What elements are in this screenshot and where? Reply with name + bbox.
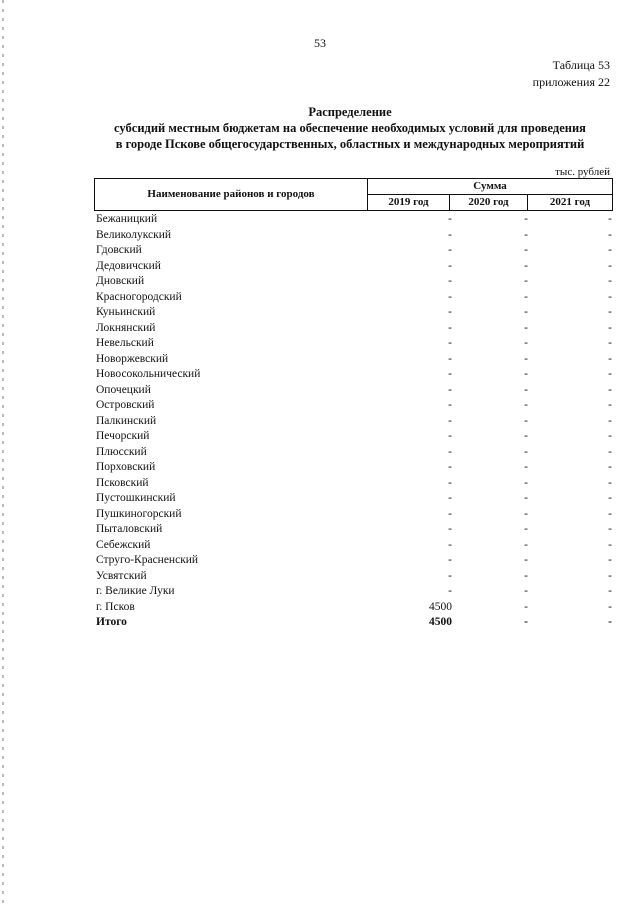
value-2020-cell: - bbox=[524, 290, 528, 303]
value-2021-cell: - bbox=[608, 445, 612, 458]
table-row bbox=[96, 290, 612, 306]
value-2020-cell: - bbox=[524, 383, 528, 396]
table-row bbox=[96, 305, 612, 321]
row-name-cell: Псковский bbox=[96, 476, 149, 489]
value-2019-cell: - bbox=[448, 445, 452, 458]
table-header bbox=[94, 178, 613, 211]
row-name-cell: Новоржевский bbox=[96, 352, 169, 365]
row-name-cell: Новосокольнический bbox=[96, 368, 201, 380]
value-2021-cell: - bbox=[608, 538, 612, 551]
table-row bbox=[96, 600, 612, 616]
table-row bbox=[96, 367, 612, 383]
value-2019-cell: - bbox=[448, 383, 452, 396]
row-name-cell: Локнянский bbox=[96, 321, 156, 334]
table-row bbox=[96, 274, 612, 290]
value-2021-cell: - bbox=[608, 616, 612, 628]
table-body bbox=[96, 212, 612, 631]
value-2021-cell: - bbox=[608, 600, 612, 613]
table-row bbox=[96, 522, 612, 538]
value-2019-cell: 4500 bbox=[429, 600, 452, 613]
value-2019-cell: - bbox=[448, 368, 452, 380]
value-2020-cell: - bbox=[524, 352, 528, 365]
value-2019-cell: 4500 bbox=[429, 616, 452, 628]
table-row bbox=[96, 429, 612, 445]
header-sum: Сумма bbox=[368, 179, 613, 195]
row-name-cell: Итого bbox=[96, 616, 127, 628]
value-2021-cell: - bbox=[608, 554, 612, 566]
row-name-cell: Куньинский bbox=[96, 306, 156, 318]
value-2020-cell: - bbox=[524, 523, 528, 535]
table-row bbox=[96, 352, 612, 368]
row-name-cell: Бежаницкий bbox=[96, 213, 158, 225]
value-2019-cell: - bbox=[448, 399, 452, 411]
title-line-2: субсидий местным бюджетам на обеспечение необходимых условий для проведения bbox=[114, 121, 586, 135]
value-2021-cell: - bbox=[608, 414, 612, 427]
value-2021-cell: - bbox=[608, 507, 612, 520]
table-row bbox=[96, 414, 612, 430]
table-row bbox=[96, 584, 612, 600]
value-2021-cell: - bbox=[608, 383, 612, 396]
value-2021-cell: - bbox=[608, 368, 612, 380]
value-2020-cell: - bbox=[524, 430, 528, 442]
value-2020-cell: - bbox=[524, 585, 528, 597]
total-row bbox=[96, 615, 612, 631]
value-2019-cell: - bbox=[448, 461, 452, 473]
table-row bbox=[96, 228, 612, 244]
row-name-cell: Красногородский bbox=[96, 290, 182, 303]
value-2020-cell: - bbox=[524, 476, 528, 489]
value-2019-cell: - bbox=[448, 352, 452, 365]
row-name-cell: г. Великие Луки bbox=[96, 585, 175, 597]
row-name-cell: Усвятский bbox=[96, 569, 147, 582]
value-2021-cell: - bbox=[608, 259, 612, 272]
value-2019-cell: - bbox=[448, 321, 452, 334]
header-year-2019: 2019 год bbox=[368, 195, 450, 211]
value-2020-cell: - bbox=[524, 600, 528, 613]
value-2020-cell: - bbox=[524, 414, 528, 427]
value-2021-cell: - bbox=[608, 569, 612, 582]
value-2020-cell: - bbox=[524, 569, 528, 582]
value-2021-cell: - bbox=[608, 306, 612, 318]
value-2020-cell: - bbox=[524, 461, 528, 473]
value-2021-cell: - bbox=[608, 492, 612, 504]
value-2020-cell: - bbox=[524, 321, 528, 334]
table-number: Таблица 53 bbox=[552, 58, 610, 72]
value-2019-cell: - bbox=[448, 244, 452, 256]
value-2019-cell: - bbox=[448, 213, 452, 225]
value-2021-cell: - bbox=[608, 275, 612, 287]
value-2021-cell: - bbox=[608, 430, 612, 442]
value-2021-cell: - bbox=[608, 585, 612, 597]
units-label: тыс. рублей bbox=[555, 166, 610, 178]
row-name-cell: Дновский bbox=[96, 275, 145, 287]
value-2019-cell: - bbox=[448, 430, 452, 442]
value-2020-cell: - bbox=[524, 275, 528, 287]
value-2020-cell: - bbox=[524, 228, 528, 241]
title-line-1: Распределение bbox=[308, 105, 392, 119]
appendix-number: приложения 22 bbox=[532, 75, 610, 89]
value-2021-cell: - bbox=[608, 290, 612, 303]
row-name-cell: Палкинский bbox=[96, 414, 157, 427]
row-name-cell: Печорский bbox=[96, 430, 150, 442]
value-2019-cell: - bbox=[448, 569, 452, 582]
row-name-cell: Дедовичский bbox=[96, 259, 161, 272]
value-2021-cell: - bbox=[608, 461, 612, 473]
row-name-cell: Струго-Красненский bbox=[96, 554, 199, 566]
row-name-cell: Пушкиногорский bbox=[96, 507, 182, 520]
table-row bbox=[96, 553, 612, 569]
table-row bbox=[96, 507, 612, 523]
value-2021-cell: - bbox=[608, 321, 612, 334]
value-2020-cell: - bbox=[524, 244, 528, 256]
table-row bbox=[96, 259, 612, 275]
row-name-cell: Опочецкий bbox=[96, 383, 151, 396]
value-2020-cell: - bbox=[524, 492, 528, 504]
value-2020-cell: - bbox=[524, 399, 528, 411]
header-name: Наименование районов и городов bbox=[95, 179, 368, 211]
value-2020-cell: - bbox=[524, 538, 528, 551]
value-2019-cell: - bbox=[448, 492, 452, 504]
row-name-cell: Пустошкинский bbox=[96, 492, 176, 504]
value-2020-cell: - bbox=[524, 259, 528, 272]
header-year-2020: 2020 год bbox=[450, 195, 528, 211]
value-2021-cell: - bbox=[608, 523, 612, 535]
value-2021-cell: - bbox=[608, 399, 612, 411]
table-row bbox=[96, 383, 612, 399]
value-2021-cell: - bbox=[608, 352, 612, 365]
value-2020-cell: - bbox=[524, 616, 528, 628]
row-name-cell: Себежский bbox=[96, 538, 151, 551]
row-name-cell: Гдовский bbox=[96, 244, 142, 256]
value-2019-cell: - bbox=[448, 337, 452, 349]
row-name-cell: Плюсский bbox=[96, 445, 147, 458]
value-2019-cell: - bbox=[448, 476, 452, 489]
value-2019-cell: - bbox=[448, 275, 452, 287]
row-name-cell: Островский bbox=[96, 399, 155, 411]
value-2020-cell: - bbox=[524, 337, 528, 349]
value-2019-cell: - bbox=[448, 306, 452, 318]
row-name-cell: Невельский bbox=[96, 337, 154, 349]
table-row bbox=[96, 243, 612, 259]
value-2020-cell: - bbox=[524, 507, 528, 520]
value-2019-cell: - bbox=[448, 554, 452, 566]
table-row bbox=[96, 538, 612, 554]
row-name-cell: Пыталовский bbox=[96, 523, 163, 535]
value-2019-cell: - bbox=[448, 538, 452, 551]
row-name-cell: г. Псков bbox=[96, 600, 135, 613]
value-2019-cell: - bbox=[448, 523, 452, 535]
value-2021-cell: - bbox=[608, 337, 612, 349]
scan-edge-marks bbox=[2, 0, 4, 905]
value-2020-cell: - bbox=[524, 445, 528, 458]
value-2019-cell: - bbox=[448, 290, 452, 303]
value-2019-cell: - bbox=[448, 228, 452, 241]
title-line-3: в городе Пскове общегосударственных, областных и международных мероприятий bbox=[115, 137, 585, 151]
value-2019-cell: - bbox=[448, 585, 452, 597]
table-row bbox=[96, 460, 612, 476]
page-number: 53 bbox=[314, 36, 326, 50]
row-name-cell: Порховский bbox=[96, 461, 156, 473]
value-2021-cell: - bbox=[608, 213, 612, 225]
document-title bbox=[60, 104, 640, 152]
value-2020-cell: - bbox=[524, 368, 528, 380]
row-name-cell: Великолукский bbox=[96, 228, 172, 241]
value-2021-cell: - bbox=[608, 476, 612, 489]
value-2020-cell: - bbox=[524, 213, 528, 225]
table-row bbox=[96, 476, 612, 492]
table-row bbox=[96, 569, 612, 585]
value-2020-cell: - bbox=[524, 306, 528, 318]
value-2019-cell: - bbox=[448, 507, 452, 520]
value-2019-cell: - bbox=[448, 414, 452, 427]
value-2019-cell: - bbox=[448, 259, 452, 272]
table-row bbox=[96, 491, 612, 507]
table-row bbox=[96, 321, 612, 337]
table-row bbox=[96, 336, 612, 352]
table-row bbox=[96, 445, 612, 461]
value-2021-cell: - bbox=[608, 244, 612, 256]
value-2020-cell: - bbox=[524, 554, 528, 566]
header-year-2021: 2021 год bbox=[528, 195, 613, 211]
value-2021-cell: - bbox=[608, 228, 612, 241]
table-row bbox=[96, 212, 612, 228]
table-row bbox=[96, 398, 612, 414]
